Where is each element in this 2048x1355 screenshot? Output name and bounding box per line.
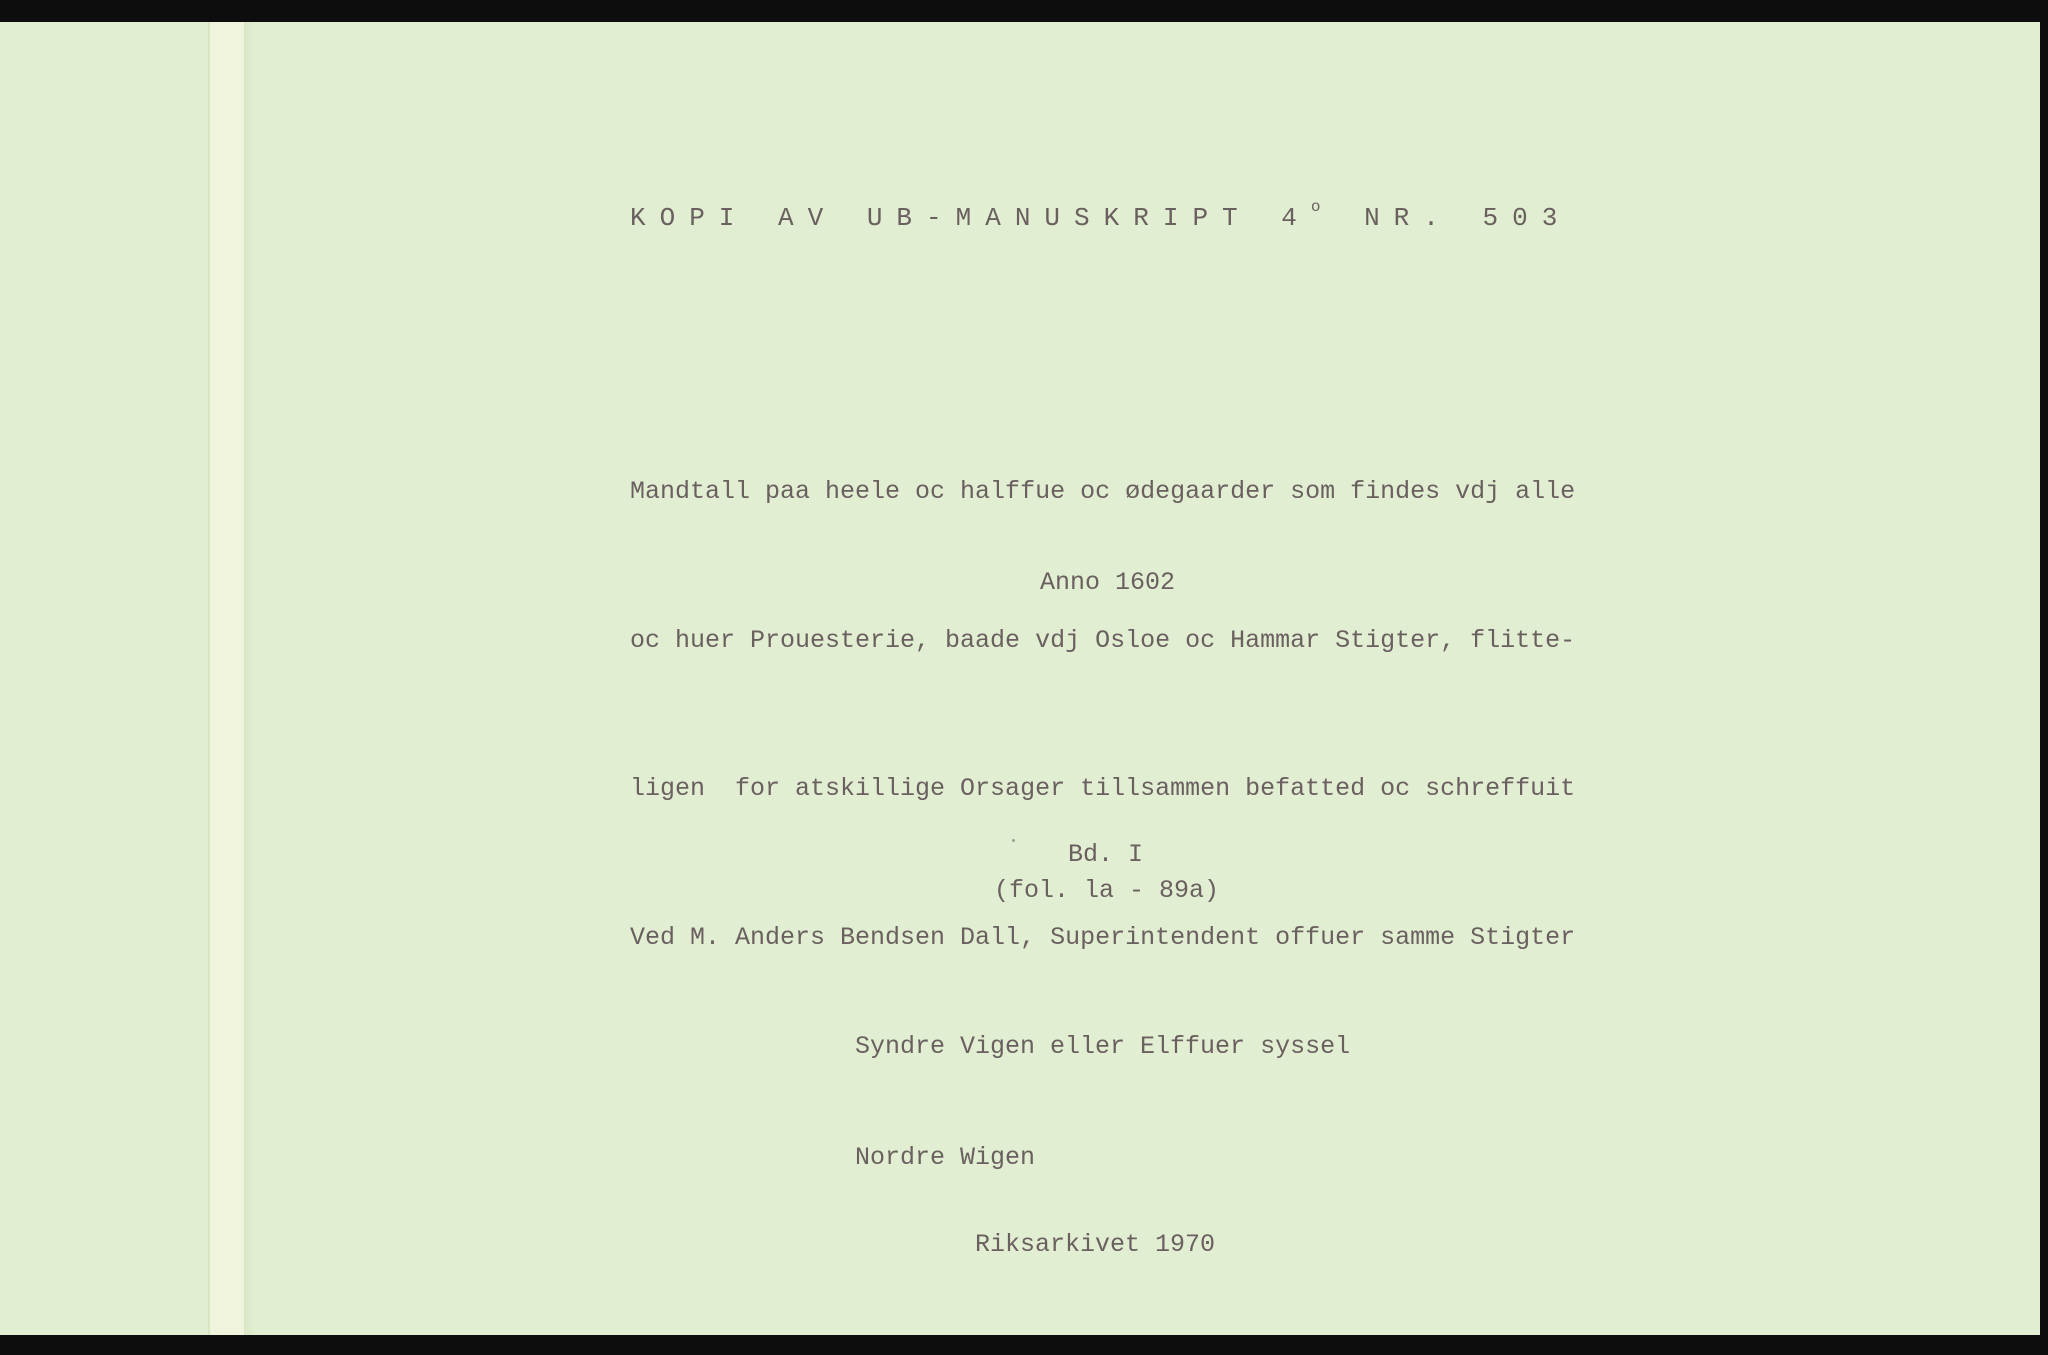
- description-line: Mandtall paa heele oc halffue oc ødegaarder som findes vdj alle: [630, 477, 1576, 506]
- document-heading: [630, 198, 1571, 233]
- folio-range: (fol. la - 89a): [994, 876, 1220, 905]
- description-line: ligen for atskillige Orsager tillsammen befatted oc schreffuit: [630, 774, 1576, 803]
- description-line: Ved M. Anders Bendsen Dall, Superintendent offuer samme Stigter: [630, 922, 1576, 952]
- district-item: Nordre Wigen: [855, 1143, 1036, 1172]
- binding-strip: [208, 22, 248, 1335]
- heading-prefix: KOPI AV UB-MANUSKRIPT 4: [630, 203, 1311, 233]
- heading-superscript: o: [1310, 198, 1321, 216]
- district-list: [855, 954, 1350, 1250]
- year-line: Anno 1602: [1040, 568, 1176, 597]
- binding-shadow: [244, 22, 254, 1335]
- district-item: Syndre Vigen eller Elffuer syssel: [855, 1032, 1351, 1061]
- volume-label: Bd. I: [1068, 840, 1144, 869]
- paper-sheet: [0, 22, 2040, 1335]
- description-line: oc huer Prouesterie, baade vdj Osloe oc Hammar Stigter, flitte-: [630, 625, 1576, 655]
- archive-note: Riksarkivet 1970: [975, 1230, 1216, 1259]
- heading-suffix: NR. 503: [1364, 203, 1572, 233]
